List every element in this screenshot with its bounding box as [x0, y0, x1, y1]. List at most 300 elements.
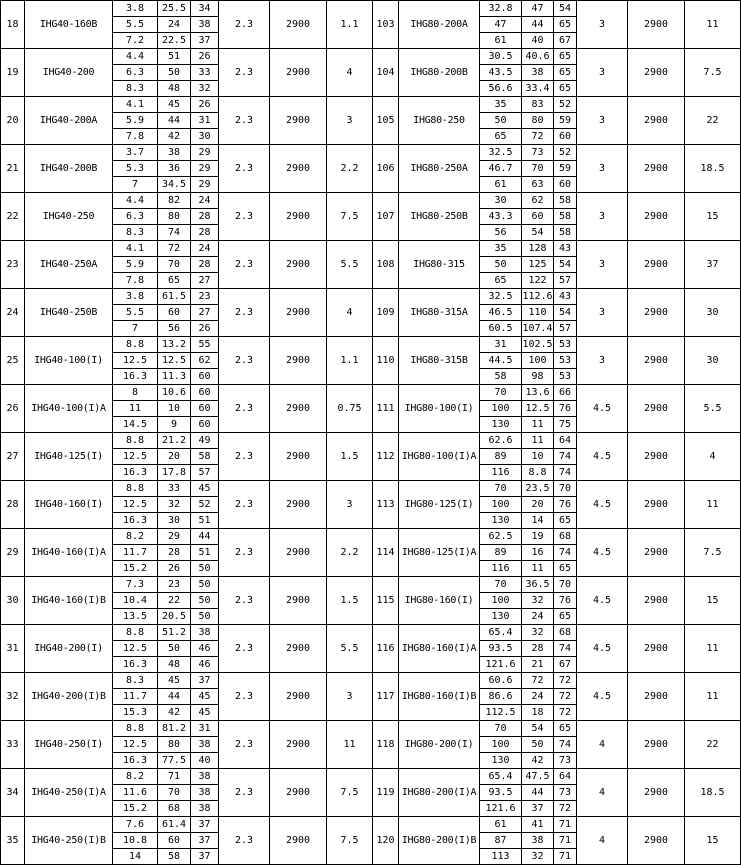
head-cell: 8.8 — [522, 465, 554, 481]
row-number-cell: 118 — [373, 721, 399, 769]
power-cell: 0.75 — [327, 385, 373, 433]
efficiency-cell: 60 — [191, 385, 219, 401]
head-cell: 74 — [158, 225, 191, 241]
efficiency-cell: 28 — [191, 209, 219, 225]
flow-cell: 130 — [480, 753, 522, 769]
model-cell: IHG80-160(I) — [399, 577, 480, 625]
model-cell: IHG40-160(I)B — [25, 577, 113, 625]
row-number-cell: 114 — [373, 529, 399, 577]
efficiency-cell: 67 — [554, 33, 577, 49]
flow-cell: 11 — [113, 401, 158, 417]
head-cell: 58 — [158, 849, 191, 865]
flow-cell: 8.8 — [113, 625, 158, 641]
power-cell: 11 — [327, 721, 373, 769]
table-row — [1, 337, 741, 353]
speed-cell: 2900 — [628, 769, 685, 817]
flow-cell: 14.5 — [113, 417, 158, 433]
model-cell: IHG80-200B — [399, 49, 480, 97]
efficiency-cell: 72 — [554, 801, 577, 817]
efficiency-cell: 38 — [191, 801, 219, 817]
table-row — [1, 385, 741, 401]
head-cell: 70 — [158, 785, 191, 801]
efficiency-cell: 76 — [554, 497, 577, 513]
flow-cell: 4.1 — [113, 97, 158, 113]
flow-cell: 70 — [480, 481, 522, 497]
model-cell: IHG80-250A — [399, 145, 480, 193]
head-cell: 33.4 — [522, 81, 554, 97]
head-cell: 125 — [522, 257, 554, 273]
head-cell: 63 — [522, 177, 554, 193]
efficiency-cell: 44 — [191, 529, 219, 545]
flow-cell: 8.8 — [113, 721, 158, 737]
speed-cell: 2900 — [628, 673, 685, 721]
head-cell: 38 — [158, 145, 191, 161]
efficiency-cell: 40 — [191, 753, 219, 769]
speed-cell: 2900 — [628, 49, 685, 97]
head-cell: 81.2 — [158, 721, 191, 737]
model-cell: IHG40-250 — [25, 193, 113, 241]
flow-cell: 3.8 — [113, 1, 158, 17]
row-number-cell: 111 — [373, 385, 399, 433]
power-cell: 1.5 — [327, 577, 373, 625]
npsh-cell: 4.5 — [577, 433, 628, 481]
power-cell: 18.5 — [685, 769, 741, 817]
efficiency-cell: 62 — [191, 353, 219, 369]
efficiency-cell: 58 — [554, 209, 577, 225]
npsh-cell: 4 — [577, 721, 628, 769]
head-cell: 20 — [522, 497, 554, 513]
efficiency-cell: 65 — [554, 65, 577, 81]
npsh-cell: 3 — [577, 241, 628, 289]
power-cell: 22 — [685, 97, 741, 145]
flow-cell: 11.6 — [113, 785, 158, 801]
flow-cell: 10.4 — [113, 593, 158, 609]
efficiency-cell: 46 — [191, 641, 219, 657]
head-cell: 24 — [522, 689, 554, 705]
efficiency-cell: 76 — [554, 401, 577, 417]
speed-cell: 2900 — [270, 289, 327, 337]
head-cell: 32 — [522, 625, 554, 641]
row-number-cell: 107 — [373, 193, 399, 241]
speed-cell: 2900 — [628, 337, 685, 385]
efficiency-cell: 71 — [554, 817, 577, 833]
row-number-cell: 35 — [1, 817, 25, 865]
power-cell: 7.5 — [685, 49, 741, 97]
model-cell: IHG40-160(I)A — [25, 529, 113, 577]
head-cell: 61.5 — [158, 289, 191, 305]
table-row — [1, 625, 741, 641]
flow-cell: 113 — [480, 849, 522, 865]
flow-cell: 8.8 — [113, 481, 158, 497]
flow-cell: 12.5 — [113, 641, 158, 657]
power-cell: 5.5 — [685, 385, 741, 433]
efficiency-cell: 64 — [554, 769, 577, 785]
efficiency-cell: 37 — [191, 673, 219, 689]
head-cell: 40.6 — [522, 49, 554, 65]
head-cell: 45 — [158, 673, 191, 689]
table-row — [1, 97, 741, 113]
power-cell: 18.5 — [685, 145, 741, 193]
model-cell: IHG80-200(I)B — [399, 817, 480, 865]
flow-cell: 70 — [480, 385, 522, 401]
flow-cell: 50 — [480, 257, 522, 273]
head-cell: 54 — [522, 225, 554, 241]
flow-cell: 130 — [480, 609, 522, 625]
model-cell: IHG80-250 — [399, 97, 480, 145]
head-cell: 32 — [522, 593, 554, 609]
head-cell: 28 — [522, 641, 554, 657]
speed-cell: 2900 — [628, 481, 685, 529]
speed-cell: 2900 — [628, 97, 685, 145]
head-cell: 23.5 — [522, 481, 554, 497]
head-cell: 11 — [522, 417, 554, 433]
head-cell: 62 — [522, 193, 554, 209]
head-cell: 47 — [522, 1, 554, 17]
flow-cell: 100 — [480, 737, 522, 753]
npsh-cell: 2.3 — [219, 385, 270, 433]
model-cell: IHG40-250A — [25, 241, 113, 289]
efficiency-cell: 60 — [554, 129, 577, 145]
model-cell: IHG40-100(I) — [25, 337, 113, 385]
head-cell: 41 — [522, 817, 554, 833]
npsh-cell: 2.3 — [219, 241, 270, 289]
row-number-cell: 22 — [1, 193, 25, 241]
flow-cell: 4.4 — [113, 49, 158, 65]
speed-cell: 2900 — [270, 817, 327, 865]
efficiency-cell: 76 — [554, 593, 577, 609]
power-cell: 30 — [685, 289, 741, 337]
speed-cell: 2900 — [628, 241, 685, 289]
speed-cell: 2900 — [270, 769, 327, 817]
head-cell: 50 — [158, 65, 191, 81]
power-cell: 1.5 — [327, 433, 373, 481]
speed-cell: 2900 — [270, 145, 327, 193]
table-row — [1, 481, 741, 497]
efficiency-cell: 24 — [191, 193, 219, 209]
table-row — [1, 577, 741, 593]
row-number-cell: 112 — [373, 433, 399, 481]
flow-cell: 46.7 — [480, 161, 522, 177]
efficiency-cell: 65 — [554, 561, 577, 577]
model-cell: IHG40-200(I)B — [25, 673, 113, 721]
head-cell: 42 — [522, 753, 554, 769]
power-cell: 1.1 — [327, 337, 373, 385]
head-cell: 54 — [522, 721, 554, 737]
flow-cell: 16.3 — [113, 465, 158, 481]
flow-cell: 8.8 — [113, 433, 158, 449]
head-cell: 72 — [158, 241, 191, 257]
speed-cell: 2900 — [628, 433, 685, 481]
flow-cell: 12.5 — [113, 353, 158, 369]
head-cell: 77.5 — [158, 753, 191, 769]
efficiency-cell: 68 — [554, 625, 577, 641]
row-number-cell: 21 — [1, 145, 25, 193]
head-cell: 45 — [158, 97, 191, 113]
head-cell: 50 — [522, 737, 554, 753]
power-cell: 15 — [685, 193, 741, 241]
model-cell: IHG40-125(I) — [25, 433, 113, 481]
npsh-cell: 2.3 — [219, 721, 270, 769]
efficiency-cell: 45 — [191, 705, 219, 721]
row-number-cell: 113 — [373, 481, 399, 529]
row-number-cell: 31 — [1, 625, 25, 673]
row-number-cell: 119 — [373, 769, 399, 817]
efficiency-cell: 29 — [191, 177, 219, 193]
npsh-cell: 3 — [577, 49, 628, 97]
efficiency-cell: 50 — [191, 577, 219, 593]
npsh-cell: 2.3 — [219, 817, 270, 865]
flow-cell: 14 — [113, 849, 158, 865]
efficiency-cell: 73 — [554, 785, 577, 801]
row-number-cell: 26 — [1, 385, 25, 433]
head-cell: 36 — [158, 161, 191, 177]
head-cell: 11 — [522, 561, 554, 577]
head-cell: 21.2 — [158, 433, 191, 449]
flow-cell: 43.5 — [480, 65, 522, 81]
efficiency-cell: 64 — [554, 433, 577, 449]
flow-cell: 7 — [113, 177, 158, 193]
flow-cell: 65 — [480, 129, 522, 145]
flow-cell: 62.6 — [480, 433, 522, 449]
head-cell: 50 — [158, 641, 191, 657]
flow-cell: 10.8 — [113, 833, 158, 849]
npsh-cell: 4.5 — [577, 385, 628, 433]
model-cell: IHG40-250(I)B — [25, 817, 113, 865]
head-cell: 26 — [158, 561, 191, 577]
efficiency-cell: 54 — [554, 305, 577, 321]
head-cell: 25.5 — [158, 1, 191, 17]
table-row — [1, 1, 741, 17]
table-row — [1, 193, 741, 209]
row-number-cell: 117 — [373, 673, 399, 721]
model-cell: IHG80-125(I) — [399, 481, 480, 529]
npsh-cell: 2.3 — [219, 193, 270, 241]
head-cell: 18 — [522, 705, 554, 721]
head-cell: 12.5 — [158, 353, 191, 369]
flow-cell: 3.8 — [113, 289, 158, 305]
head-cell: 38 — [522, 65, 554, 81]
row-number-cell: 104 — [373, 49, 399, 97]
flow-cell: 4.1 — [113, 241, 158, 257]
speed-cell: 2900 — [270, 721, 327, 769]
efficiency-cell: 73 — [554, 753, 577, 769]
flow-cell: 8.3 — [113, 81, 158, 97]
efficiency-cell: 50 — [191, 593, 219, 609]
efficiency-cell: 23 — [191, 289, 219, 305]
flow-cell: 7.8 — [113, 129, 158, 145]
head-cell: 13.2 — [158, 337, 191, 353]
efficiency-cell: 74 — [554, 465, 577, 481]
speed-cell: 2900 — [628, 289, 685, 337]
speed-cell: 2900 — [628, 193, 685, 241]
flow-cell: 121.6 — [480, 657, 522, 673]
efficiency-cell: 51 — [191, 513, 219, 529]
flow-cell: 130 — [480, 513, 522, 529]
model-cell: IHG80-315B — [399, 337, 480, 385]
flow-cell: 6.3 — [113, 65, 158, 81]
power-cell: 7.5 — [327, 193, 373, 241]
head-cell: 44 — [522, 785, 554, 801]
npsh-cell: 3 — [577, 193, 628, 241]
efficiency-cell: 60 — [554, 177, 577, 193]
speed-cell: 2900 — [270, 577, 327, 625]
row-number-cell: 115 — [373, 577, 399, 625]
efficiency-cell: 31 — [191, 721, 219, 737]
efficiency-cell: 37 — [191, 33, 219, 49]
speed-cell: 2900 — [270, 241, 327, 289]
speed-cell: 2900 — [270, 337, 327, 385]
head-cell: 80 — [158, 209, 191, 225]
head-cell: 29 — [158, 529, 191, 545]
efficiency-cell: 65 — [554, 609, 577, 625]
head-cell: 10 — [158, 401, 191, 417]
efficiency-cell: 27 — [191, 305, 219, 321]
flow-cell: 56.6 — [480, 81, 522, 97]
table-row — [1, 241, 741, 257]
speed-cell: 2900 — [628, 625, 685, 673]
power-cell: 30 — [685, 337, 741, 385]
flow-cell: 61 — [480, 33, 522, 49]
flow-cell: 70 — [480, 577, 522, 593]
power-cell: 22 — [685, 721, 741, 769]
efficiency-cell: 58 — [191, 449, 219, 465]
efficiency-cell: 50 — [191, 561, 219, 577]
flow-cell: 70 — [480, 721, 522, 737]
speed-cell: 2900 — [628, 817, 685, 865]
head-cell: 22 — [158, 593, 191, 609]
efficiency-cell: 54 — [554, 1, 577, 17]
efficiency-cell: 27 — [191, 273, 219, 289]
head-cell: 16 — [522, 545, 554, 561]
efficiency-cell: 53 — [554, 353, 577, 369]
power-cell: 7.5 — [685, 529, 741, 577]
head-cell: 82 — [158, 193, 191, 209]
npsh-cell: 3 — [577, 289, 628, 337]
row-number-cell: 28 — [1, 481, 25, 529]
power-cell: 3 — [327, 673, 373, 721]
efficiency-cell: 51 — [191, 545, 219, 561]
head-cell: 28 — [158, 545, 191, 561]
head-cell: 48 — [158, 81, 191, 97]
efficiency-cell: 68 — [554, 529, 577, 545]
efficiency-cell: 70 — [554, 481, 577, 497]
efficiency-cell: 66 — [554, 385, 577, 401]
flow-cell: 121.6 — [480, 801, 522, 817]
efficiency-cell: 52 — [554, 145, 577, 161]
flow-cell: 16.3 — [113, 369, 158, 385]
efficiency-cell: 59 — [554, 161, 577, 177]
flow-cell: 5.5 — [113, 305, 158, 321]
npsh-cell: 2.3 — [219, 769, 270, 817]
efficiency-cell: 28 — [191, 225, 219, 241]
efficiency-cell: 31 — [191, 113, 219, 129]
power-cell: 3 — [327, 481, 373, 529]
speed-cell: 2900 — [628, 721, 685, 769]
efficiency-cell: 26 — [191, 49, 219, 65]
flow-cell: 60.6 — [480, 673, 522, 689]
flow-cell: 47 — [480, 17, 522, 33]
head-cell: 60 — [522, 209, 554, 225]
speed-cell: 2900 — [270, 385, 327, 433]
flow-cell: 15.2 — [113, 561, 158, 577]
efficiency-cell: 45 — [191, 689, 219, 705]
head-cell: 80 — [522, 113, 554, 129]
power-cell: 15 — [685, 817, 741, 865]
table-row — [1, 529, 741, 545]
speed-cell: 2900 — [270, 1, 327, 49]
efficiency-cell: 38 — [191, 625, 219, 641]
efficiency-cell: 65 — [554, 513, 577, 529]
head-cell: 122 — [522, 273, 554, 289]
model-cell: IHG40-160B — [25, 1, 113, 49]
head-cell: 72 — [522, 129, 554, 145]
head-cell: 10 — [522, 449, 554, 465]
row-number-cell: 24 — [1, 289, 25, 337]
head-cell: 80 — [158, 737, 191, 753]
row-number-cell: 105 — [373, 97, 399, 145]
npsh-cell: 2.3 — [219, 145, 270, 193]
power-cell: 15 — [685, 577, 741, 625]
npsh-cell: 2.3 — [219, 481, 270, 529]
row-number-cell: 109 — [373, 289, 399, 337]
model-cell: IHG40-250(I) — [25, 721, 113, 769]
efficiency-cell: 38 — [191, 785, 219, 801]
flow-cell: 12.5 — [113, 497, 158, 513]
head-cell: 20.5 — [158, 609, 191, 625]
head-cell: 83 — [522, 97, 554, 113]
efficiency-cell: 37 — [191, 833, 219, 849]
npsh-cell: 3 — [577, 1, 628, 49]
model-cell: IHG40-200B — [25, 145, 113, 193]
row-number-cell: 29 — [1, 529, 25, 577]
npsh-cell: 2.3 — [219, 337, 270, 385]
speed-cell: 2900 — [628, 1, 685, 49]
efficiency-cell: 53 — [554, 337, 577, 353]
npsh-cell: 2.3 — [219, 97, 270, 145]
head-cell: 44 — [158, 113, 191, 129]
model-cell: IHG80-200(I)A — [399, 769, 480, 817]
power-cell: 7.5 — [327, 769, 373, 817]
head-cell: 72 — [522, 673, 554, 689]
head-cell: 23 — [158, 577, 191, 593]
head-cell: 17.8 — [158, 465, 191, 481]
table-row — [1, 817, 741, 833]
head-cell: 40 — [522, 33, 554, 49]
flow-cell: 58 — [480, 369, 522, 385]
efficiency-cell: 74 — [554, 641, 577, 657]
speed-cell: 2900 — [628, 145, 685, 193]
flow-cell: 46.5 — [480, 305, 522, 321]
power-cell: 5.5 — [327, 241, 373, 289]
head-cell: 98 — [522, 369, 554, 385]
npsh-cell: 3 — [577, 97, 628, 145]
efficiency-cell: 74 — [554, 449, 577, 465]
power-cell: 3 — [327, 97, 373, 145]
row-number-cell: 18 — [1, 1, 25, 49]
speed-cell: 2900 — [270, 433, 327, 481]
model-cell: IHG80-100(I) — [399, 385, 480, 433]
flow-cell: 89 — [480, 449, 522, 465]
speed-cell: 2900 — [628, 385, 685, 433]
speed-cell: 2900 — [628, 577, 685, 625]
flow-cell: 7.2 — [113, 33, 158, 49]
flow-cell: 100 — [480, 593, 522, 609]
efficiency-cell: 71 — [554, 849, 577, 865]
head-cell: 51 — [158, 49, 191, 65]
speed-cell: 2900 — [270, 673, 327, 721]
flow-cell: 13.5 — [113, 609, 158, 625]
efficiency-cell: 30 — [191, 129, 219, 145]
